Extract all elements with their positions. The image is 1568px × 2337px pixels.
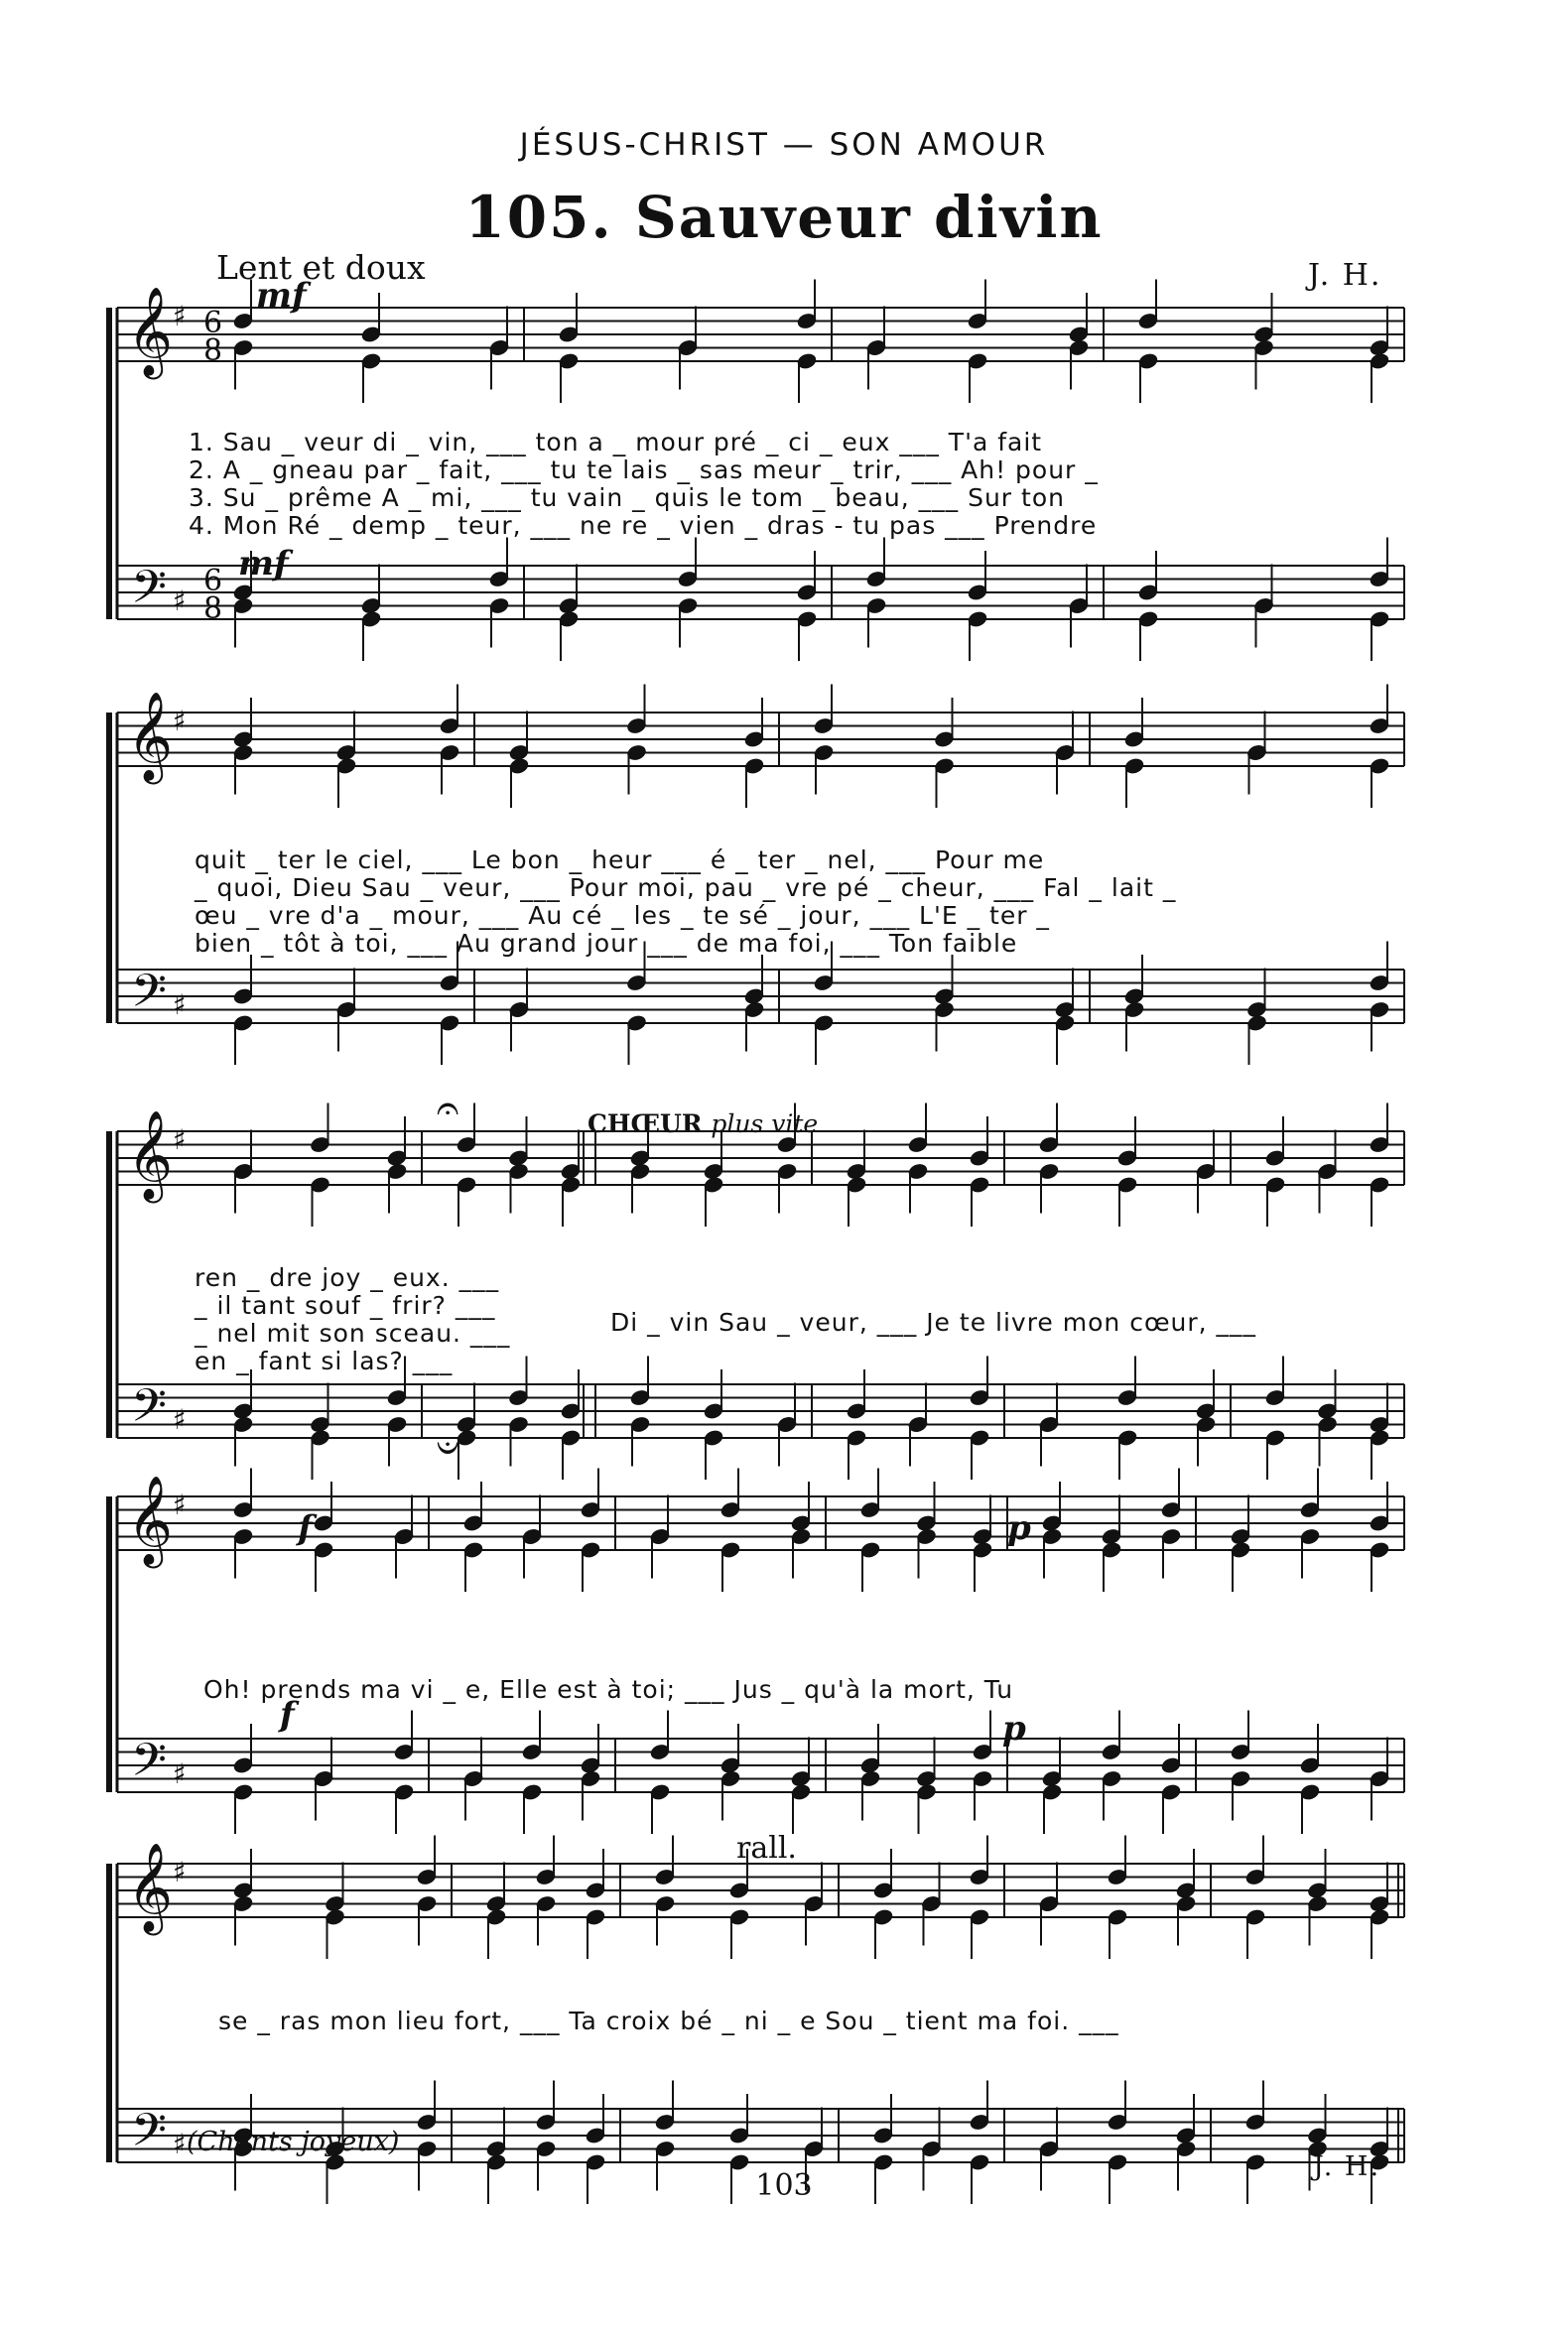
verse-line: _ il tant souf _ frir? ___ xyxy=(195,1291,496,1320)
verse-line: en _ fant si las? ___ xyxy=(195,1347,454,1375)
verse-line: _ nel mit son sceau. ___ xyxy=(195,1319,511,1348)
composer-initials: J. H. xyxy=(1308,258,1382,293)
choeur-label: CHŒUR xyxy=(588,1109,703,1138)
fermata-icon: 𝄐 xyxy=(437,1086,459,1131)
system1-lyrics xyxy=(189,429,1099,540)
refrain-lyric-1: Di _ vin Sau _ veur, ___ Je te livre mon cœur, ___ xyxy=(610,1308,1257,1337)
verse-line: 1. Sau _ veur di _ vin, ___ ton a _ mour pré _ ci _ eux ___ T'a fait xyxy=(189,428,1043,456)
system3-lyrics xyxy=(195,1264,510,1375)
verse-line: 2. A _ gneau par _ fait, ___ tu te lais _ sas meur _ trir, ___ Ah! pour _ xyxy=(189,455,1099,484)
bass-clef-icon: 𝄢 xyxy=(131,2104,168,2168)
treble-clef-icon: 𝄞 xyxy=(127,692,174,781)
system2-lyrics xyxy=(195,846,1176,958)
dynamic-mf-treble: mf xyxy=(256,276,307,316)
choeur-marking xyxy=(588,1109,818,1138)
tempo-marking: Lent et doux xyxy=(216,248,426,287)
bass-clef-icon: 𝄢 xyxy=(131,1379,168,1444)
choeur-tempo: plus vite xyxy=(711,1109,819,1138)
verse-line: ren _ dre joy _ eux. ___ xyxy=(195,1263,500,1292)
treble-clef-icon: 𝄞 xyxy=(127,1843,174,1932)
sharp-icon: ♯ xyxy=(173,1757,187,1790)
sharp-icon: ♯ xyxy=(173,1489,187,1521)
bass-clef-icon: 𝄢 xyxy=(131,965,168,1029)
dynamic-f-bass: f xyxy=(280,1695,295,1735)
sharp-icon: ♯ xyxy=(173,1403,187,1436)
verse-line: bien _ tôt à toi, ___ Au grand jour ___ de ma foi, ___ Ton faible xyxy=(195,929,1018,958)
time-signature: 6 xyxy=(203,306,223,340)
treble-clef-icon: 𝄞 xyxy=(127,287,174,376)
time-signature: 6 xyxy=(203,564,223,598)
dynamic-mf-bass: mf xyxy=(238,544,289,584)
sharp-icon: ♯ xyxy=(173,2128,187,2160)
section-header: JÉSUS-CHRIST — SON AMOUR xyxy=(519,127,1049,163)
treble-clef-icon: 𝄞 xyxy=(127,1476,174,1565)
time-signature: 8 xyxy=(203,333,223,368)
sharp-icon: ♯ xyxy=(173,988,187,1021)
rall-marking: rall. xyxy=(736,1831,797,1866)
sharp-icon: ♯ xyxy=(173,1856,187,1888)
dynamic-f-treble: f xyxy=(298,1508,313,1548)
fermata-icon: 𝄑 xyxy=(437,1425,459,1471)
time-signature: 8 xyxy=(203,591,223,626)
sharp-icon: ♯ xyxy=(173,705,187,737)
treble-clef-icon: 𝄞 xyxy=(127,1110,174,1200)
sharp-icon: ♯ xyxy=(173,584,187,617)
hymn-title: 105. Sauveur divin xyxy=(464,184,1104,251)
verse-line: 3. Su _ prême A _ mi, ___ tu vain _ quis le tom _ beau, ___ Sur ton xyxy=(189,483,1065,512)
composer-initials-footer: J. H. xyxy=(1313,2151,1381,2182)
refrain-lyric-3: se _ ras mon lieu fort, ___ Ta croix bé _ ni _ e Sou _ tient ma foi. ___ xyxy=(218,2007,1119,2035)
sharp-icon: ♯ xyxy=(173,1123,187,1156)
verse-line: œu _ vre d'a _ mour, ___ Au cé _ les _ te sé _ jour, ___ L'E _ ter _ xyxy=(195,901,1050,930)
dynamic-p-treble: p xyxy=(1007,1508,1031,1548)
page-number: 103 xyxy=(755,2168,813,2203)
dynamic-p-bass: p xyxy=(1002,1709,1026,1749)
verse-line: quit _ ter le ciel, ___ Le bon _ heur ___ é _ ter _ nel, ___ Pour me xyxy=(195,845,1045,874)
verse-line: 4. Mon Ré _ demp _ teur, ___ ne re _ vien _ dras - tu pas ___ Prendre xyxy=(189,511,1098,540)
refrain-lyric-2: Oh! prends ma vi _ e, Elle est à toi; ___ Jus _ qu'à la mort, Tu xyxy=(203,1675,1014,1704)
bass-clef-icon: 𝄢 xyxy=(131,561,168,625)
sharp-icon: ♯ xyxy=(173,300,187,332)
source-note: (Chants joyeux) xyxy=(187,2127,400,2157)
verse-line: _ quoi, Dieu Sau _ veur, ___ Pour moi, pau _ vre pé _ cheur, ___ Fal _ lait _ xyxy=(195,873,1177,902)
bass-clef-icon: 𝄢 xyxy=(131,1734,168,1798)
